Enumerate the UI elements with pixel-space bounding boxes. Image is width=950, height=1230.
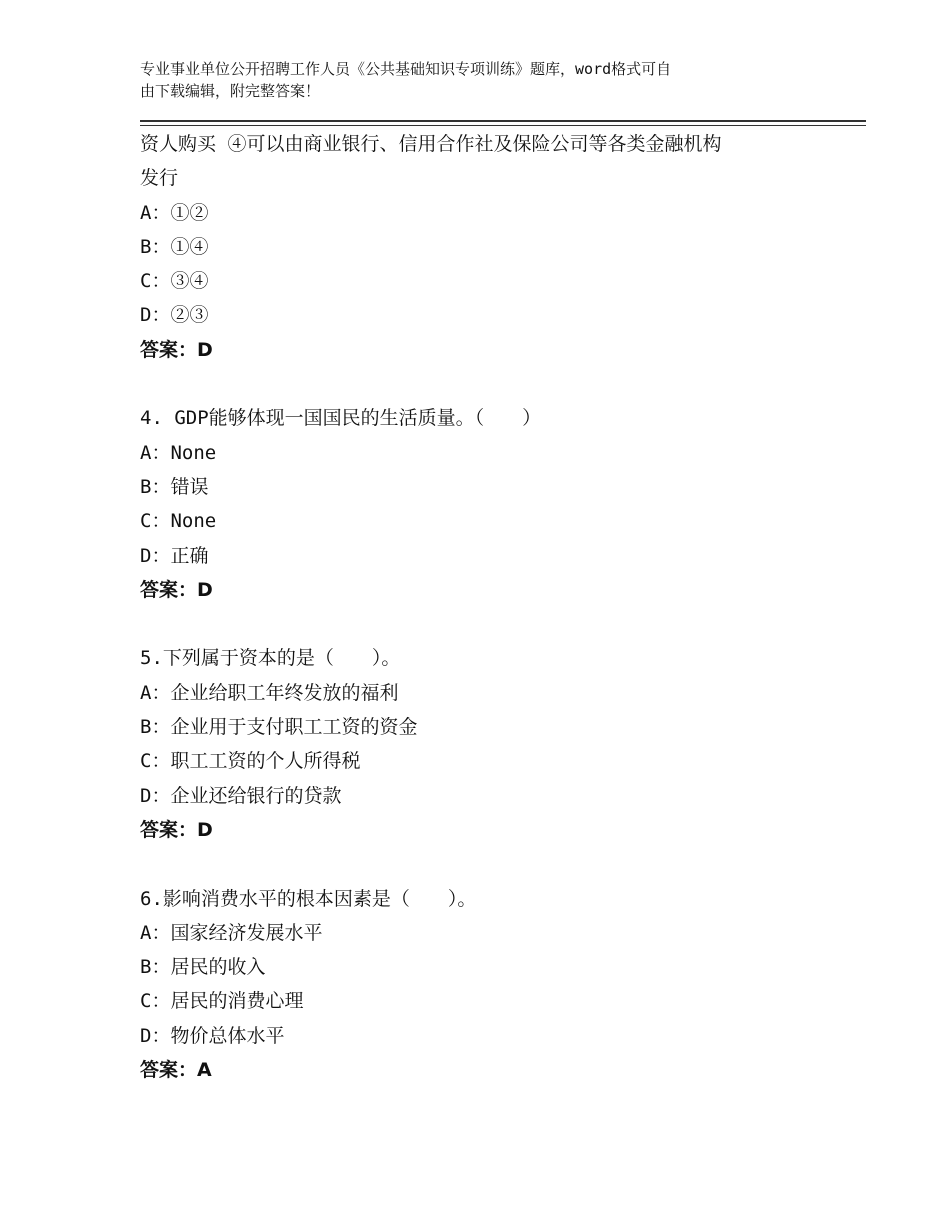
answer: 答案：D [140, 578, 213, 601]
answer: 答案：A [140, 1059, 212, 1082]
header-rule-thin [140, 125, 866, 126]
question-text: 4. GDP能够体现一国国民的生活质量。（ ） [140, 407, 542, 430]
option-d: D：正确 [140, 544, 209, 567]
document-header [140, 58, 820, 102]
option-c: C：None [140, 510, 217, 533]
option-b: B：①④ [140, 235, 209, 258]
option-a: A：国家经济发展水平 [140, 921, 323, 944]
answer: 答案：D [140, 818, 213, 841]
option-c: C：③④ [140, 270, 209, 293]
document-body [140, 127, 840, 1087]
option-d: D：物价总体水平 [140, 1024, 285, 1047]
option-c: C：居民的消费心理 [140, 990, 304, 1013]
option-c: C：职工工资的个人所得税 [140, 750, 361, 773]
option-a: A：None [140, 441, 217, 464]
question-block-6 [140, 882, 840, 1088]
question-text: 6.影响消费水平的根本因素是（ ）。 [140, 887, 477, 910]
spacer [140, 847, 840, 881]
header-line-2: 由下载编辑，附完整答案！ [140, 82, 321, 100]
spacer [140, 607, 840, 641]
answer: 答案：D [140, 338, 213, 361]
question-text: 发行 [140, 167, 179, 190]
question-block-continued [140, 127, 840, 367]
option-d: D：②③ [140, 304, 209, 327]
option-a: A：企业给职工年终发放的福利 [140, 681, 399, 704]
question-text: 资人购买 ④可以由商业银行、信用合作社及保险公司等各类金融机构 [140, 133, 722, 155]
option-d: D：企业还给银行的贷款 [140, 784, 342, 807]
question-block-4 [140, 401, 840, 607]
question-text: 5.下列属于资本的是（ ）。 [140, 647, 401, 670]
header-line-1: 专业事业单位公开招聘工作人员《公共基础知识专项训练》题库，word格式可自 [140, 60, 672, 78]
spacer [140, 367, 840, 401]
option-b: B：企业用于支付职工工资的资金 [140, 716, 418, 739]
question-block-5 [140, 641, 840, 847]
option-b: B：居民的收入 [140, 956, 266, 979]
option-a: A：①② [140, 201, 209, 224]
option-b: B：错误 [140, 475, 209, 498]
header-rule-thick [140, 120, 866, 122]
